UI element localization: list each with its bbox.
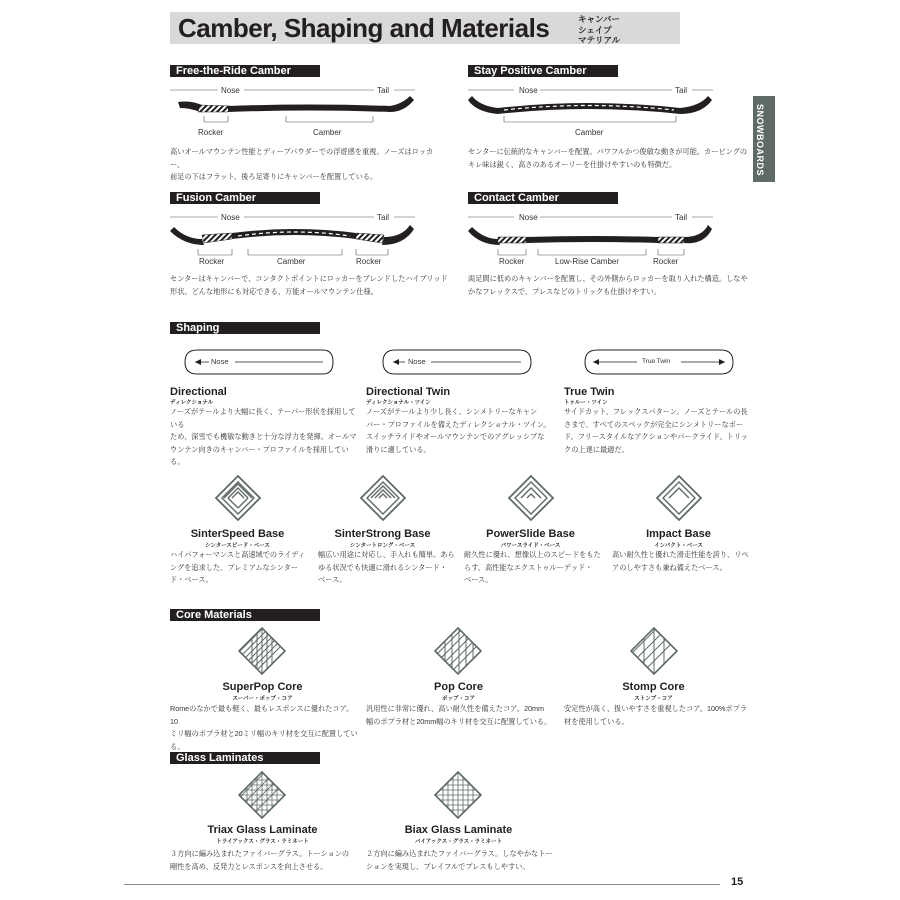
impact-title: Impact Base: [646, 528, 711, 540]
triax-glass-icon: [237, 770, 287, 820]
sinterspeed-title: SinterSpeed Base: [190, 528, 285, 540]
rocker-label: Rocker: [198, 128, 224, 137]
powerslide-base-icon: [507, 474, 555, 522]
board-nose-label: Nose: [211, 357, 229, 366]
powerslide-kana: パワースライド・ベース: [500, 543, 561, 549]
nose-label: Nose: [221, 213, 240, 222]
glass-laminates-heading: Glass Laminates: [170, 752, 320, 764]
stay-positive-description: センターに伝統的なキャンバーを配置。パワフルかつ俊敏な動きが可能。カービングの キレ味は鋭く、高さのあるオーリーを仕掛けやすいのも特徴だ。: [468, 147, 748, 169]
camber-label: Camber: [277, 257, 306, 266]
page-title: Camber, Shaping and Materials: [178, 13, 550, 43]
directional-twin-board-outline: [381, 348, 533, 376]
sinterstrong-base-icon: [359, 474, 407, 522]
fusion-description: センターはキャンバーで、コンタクトポイントにロッカーをブレンドしたハイブリッド 形状。どんな地形にも対応できる、万能オールマウンテン仕様。: [170, 274, 448, 296]
biax-glass-icon: [433, 770, 483, 820]
directional-kana: ディレクショナル: [170, 400, 214, 406]
pop-core-kana: ポップ・コア: [441, 696, 475, 702]
impact-description: 高い耐久性と優れた滑走性能を誇り、リペ アのしやすさも兼ね備えたベース。: [612, 550, 749, 572]
tail-label: Tail: [377, 213, 390, 222]
directional-twin-kana: ディレクショナル・ツイン: [366, 400, 431, 406]
pop-core-title: Pop Core: [434, 681, 483, 693]
sinterstrong-kana: シンタートロング・ベース: [349, 543, 416, 549]
page-title-kana: キャンバー シェイプ マテリアル: [578, 14, 621, 45]
superpop-core-icon: [237, 626, 287, 676]
pop-core-description: 汎用性に非常に優れ、高い耐久性を備えたコア。20mm 幅のポプラ材と20mm幅のキリ材を交互に配置している。: [366, 704, 552, 726]
sinterstrong-description: 幅広い用途に対応し、手入れも簡単。あら ゆる状況でも快適に滑れるシンタード・ ベース。: [318, 550, 455, 584]
camber-label: Camber: [313, 128, 342, 137]
pop-core-icon: [433, 626, 483, 676]
tail-label: Tail: [675, 86, 688, 95]
powerslide-title: PowerSlide Base: [486, 528, 575, 540]
stomp-core-kana: ストンプ・コア: [634, 696, 673, 702]
directional-description: ノーズがテールより大幅に長く、テーパー形状を採用している ため、深雪でも機敏な動きと十分な浮力を発揮。オールマ ウンテン向きのキャンバー・プロファイルを採用している。: [170, 407, 357, 466]
footer-rule: [124, 884, 720, 885]
biax-glass-description: ２方向に編み込まれたファイバーグラス。しなやかなトー ションを実現し、プレイフルでプレスもしやすい。: [366, 849, 553, 871]
directional-title: Directional: [170, 386, 227, 398]
superpop-core-kana: スーパー・ポップ・コア: [232, 696, 293, 702]
triax-glass-description: ３方向に編み込まれたファイバーグラス。トーションの 剛性を高め、反発力とレスポンスを向上させる。: [170, 849, 350, 871]
impact-base-icon: [655, 474, 703, 522]
stomp-core-description: 安定性が高く、扱いやすさを重視したコア。100%ポプラ 材を使用している。: [564, 704, 747, 726]
sinterstrong-title: SinterStrong Base: [334, 528, 431, 540]
low-rise-camber-label: Low-Rise Camber: [555, 257, 620, 266]
true-twin-kana: トゥルー・ツイン: [564, 400, 608, 406]
shaping-heading: Shaping: [170, 322, 320, 334]
stomp-core-title: Stomp Core: [622, 681, 685, 693]
superpop-core-title: SuperPop Core: [222, 681, 303, 693]
core-materials-heading: Core Materials: [170, 609, 320, 621]
free-the-ride-camber-heading: Free-the-Ride Camber: [170, 65, 320, 77]
board-true-twin-label: True Twin: [642, 358, 671, 365]
contact-description: 両足間に低めのキャンバーを配置し、その外側からロッカーを取り入れた構造。しなや かなフレックスで、プレスなどのトリックも仕掛けやすい。: [468, 274, 748, 296]
triax-glass-kana: トライアックス・グラス・ラミネート: [216, 839, 309, 845]
side-tab-snowboards: SNOWBOARDS: [753, 96, 775, 182]
rocker-label: Rocker: [653, 257, 679, 266]
board-nose-label: Nose: [408, 357, 426, 366]
stomp-core-icon: [629, 626, 679, 676]
biax-glass-kana: バイアックス・グラス・ラミネート: [414, 839, 503, 845]
superpop-core-description: Romeのなかで最も軽く、最もレスポンスに優れたコア。10 ミリ幅のポプラ材と20ミリ幅のキリ材を交互に配置している。: [170, 704, 358, 751]
nose-label: Nose: [519, 213, 538, 222]
page-number: 15: [731, 876, 744, 888]
true-twin-title: True Twin: [564, 386, 615, 398]
stay-positive-camber-heading: Stay Positive Camber: [468, 65, 618, 77]
contact-camber-heading: Contact Camber: [468, 192, 618, 204]
sinterspeed-description: ハイパフォーマンスと高速域でのライディ ングを追求した、プレミアムなシンター ド・ベース。: [170, 550, 306, 584]
rocker-label: Rocker: [199, 257, 225, 266]
camber-label: Camber: [575, 128, 604, 137]
nose-label: Nose: [221, 86, 240, 95]
rocker-label: Rocker: [356, 257, 382, 266]
triax-glass-title: Triax Glass Laminate: [207, 824, 318, 836]
free-the-ride-description: 高いオールマウンテン性能とディープパウダーでの浮遊感を重視。ノーズはロッカー、 前足の下はフラット、後ろ足寄りにキャンバーを配置している。: [170, 147, 434, 181]
powerslide-description: 耐久性に優れ、想像以上のスピードをもた らす、高性能なエクストゥルーデッド・ ベース。: [464, 550, 601, 584]
nose-label: Nose: [519, 86, 538, 95]
directional-twin-description: ノーズがテールより少し長く、シンメトリーなキャン バー・プロファイルを備えたディレクショナル・ツイン。 スイッチライドやオールマウンテンでのアグレッシブな 滑りに適している。: [366, 407, 551, 454]
sinterspeed-kana: シンタースピード・ベース: [205, 543, 270, 549]
impact-kana: インパクト・ベース: [654, 543, 703, 549]
sinterspeed-base-icon: [214, 474, 262, 522]
biax-glass-title: Biax Glass Laminate: [404, 824, 513, 836]
directional-board-outline: [183, 348, 335, 376]
tail-label: Tail: [675, 213, 688, 222]
directional-twin-title: Directional Twin: [366, 386, 451, 398]
tail-label: Tail: [377, 86, 390, 95]
rocker-label: Rocker: [499, 257, 525, 266]
fusion-camber-heading: Fusion Camber: [170, 192, 320, 204]
true-twin-description: サイドカット、フレックスパターン、ノーズとテールの長 さまで、すべてのスペックが完全にシンメトリーなボー ド。フリースタイルなアクションやパークライド、トリッ クの上達に最適だ。: [564, 407, 748, 454]
